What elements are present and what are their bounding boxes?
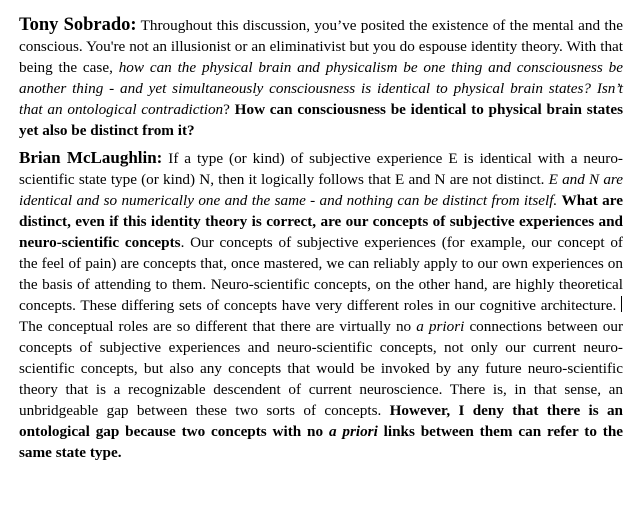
answer-italic-text-1: E and N are identical and so numerically one and the same - and nothing can be distinct from itself. <box>19 171 623 209</box>
question-intro-text: Throughout this discussion, you’ve posited the existence of the mental and the conscious. You're not an illusionist or an eliminativist but you do espouse identity theory. With that being the case, <box>19 17 623 76</box>
question-speaker-name: Tony Sobrado <box>19 15 131 35</box>
answer-paragraph <box>19 147 623 463</box>
answer-speaker-colon: : <box>156 148 163 167</box>
text-cursor <box>621 296 622 312</box>
answer-text-4: connections between our concepts of subjective experiences and neuro-scientific concepts, not only our current neuro-scientific concepts, but also any concepts that would be invoked by any future neuro-scientific theory that is a recognizable descendent of current neuroscience. There is, in that sense, an unbridgeable gap between these two sorts of concepts. <box>19 318 623 419</box>
question-speaker <box>19 15 137 35</box>
answer-speaker <box>19 148 162 167</box>
answer-bold-italic-text: a priori <box>328 423 378 440</box>
question-paragraph <box>19 15 623 141</box>
question-mark: ? <box>223 101 235 118</box>
answer-text-1: If a type (or kind) of subjective experience E is identical with a neuro-scientific state type (or kind) N, then it logically follows that E and N are not distinct. <box>19 150 623 188</box>
question-bold-text: How can consciousness be identical to physical brain states yet also be distinct from it? <box>19 101 623 139</box>
answer-bold-text-3: links between them can refer to the same state type. <box>19 423 624 461</box>
question-speaker-colon: : <box>130 15 137 35</box>
question-italic-text: how can the physical brain and physicalism be one thing and consciousness be another thing - and yet simultaneously consciousness is identical to physical brain states? Isn’t that an ontological contradiction <box>19 59 623 118</box>
answer-bold-text-2: However, I deny that there is an ontological gap because two concepts with no <box>19 402 623 440</box>
answer-text-3: The conceptual roles are so different that there are virtually no <box>19 318 417 335</box>
answer-bold-text-1: What are distinct, even if this identity theory is correct, are our concepts of subjective experiences and neuro-scientific concepts <box>19 192 623 251</box>
answer-speaker-name: Brian McLaughlin <box>19 148 157 167</box>
answer-italic-text-2: a priori <box>416 318 465 335</box>
interview-document <box>19 15 623 463</box>
answer-text-2: . Our concepts of subjective experiences (for example, our concept of the feel of pain) are concepts that, once mastered, we can reliably apply to our own experiences on the basis of attending to them. Neuro-scientific concepts, on the other hand, are highly theoretical concepts. These differing sets of concepts have very different roles in our cognitive architecture. <box>19 234 623 314</box>
